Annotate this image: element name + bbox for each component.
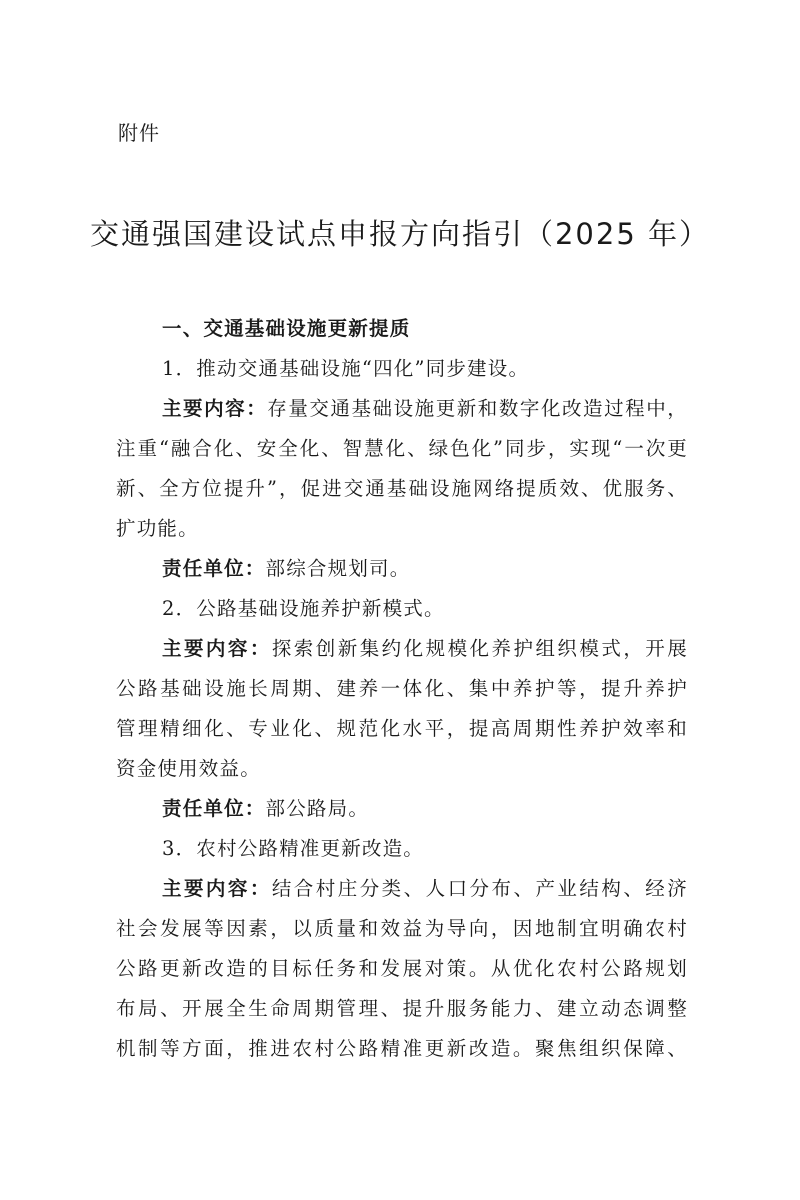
item-heading-2: 2．公路基础设施养护新模式。: [162, 597, 445, 620]
item-heading-1: 1．推动交通基础设施“四化”同步建设。: [162, 357, 530, 380]
unit-label: 责任单位：: [162, 797, 266, 820]
item-3-content-line: 公路更新改造的目标任务和发展对策。从优化农村公路规划: [116, 957, 688, 980]
content-label: 主要内容：: [162, 877, 272, 900]
item-3-content-line: 机制等方面，推进农村公路精准更新改造。聚焦组织保障、: [116, 1037, 688, 1060]
item-2-content-line: 管理精细化、专业化、规范化水平，提高周期性养护效率和: [116, 717, 688, 740]
item-2-content-line: 公路基础设施长周期、建养一体化、集中养护等，提升养护: [116, 677, 688, 700]
item-heading-3: 3．农村公路精准更新改造。: [162, 837, 425, 860]
content-text: 结合村庄分类、人口分布、产业结构、经济: [271, 877, 688, 900]
item-3-content-line: 布局、开展全生命周期管理、提升服务能力、建立动态调整: [116, 997, 688, 1020]
item-3-content-line: [116, 869, 688, 909]
content-label: 主要内容：: [162, 637, 272, 660]
item-1-unit-line: [116, 549, 688, 589]
document-body: [116, 309, 688, 1069]
content-label: 主要内容：: [162, 397, 268, 420]
unit-label: 责任单位：: [162, 557, 266, 580]
document-title: 交通强国建设试点申报方向指引（2025 年）: [89, 217, 711, 251]
item-2-unit-line: [116, 789, 688, 829]
unit-text: 部综合规划司。: [265, 557, 411, 580]
unit-text: 部公路局。: [265, 797, 370, 820]
attachment-label: 附件: [118, 121, 160, 145]
item-1-content-line: [116, 389, 688, 429]
item-1-content-line: 新、全方位提升”，促进交通基础设施网络提质效、优服务、: [116, 477, 688, 500]
item-2-content-line: [116, 629, 688, 669]
item-2-content-line: 资金使用效益。: [116, 757, 261, 780]
item-1-content-line: 扩功能。: [116, 517, 199, 540]
content-text: 存量交通基础设施更新和数字化改造过程中，: [267, 397, 688, 420]
section-heading: 一、交通基础设施更新提质: [162, 317, 411, 340]
content-text: 探索创新集约化规模化养护组织模式，开展: [271, 637, 688, 660]
item-3-content-line: 社会发展等因素，以质量和效益为导向，因地制宜明确农村: [116, 917, 688, 940]
item-1-content-line: 注重“融合化、安全化、智慧化、绿色化”同步，实现“一次更: [116, 437, 688, 460]
